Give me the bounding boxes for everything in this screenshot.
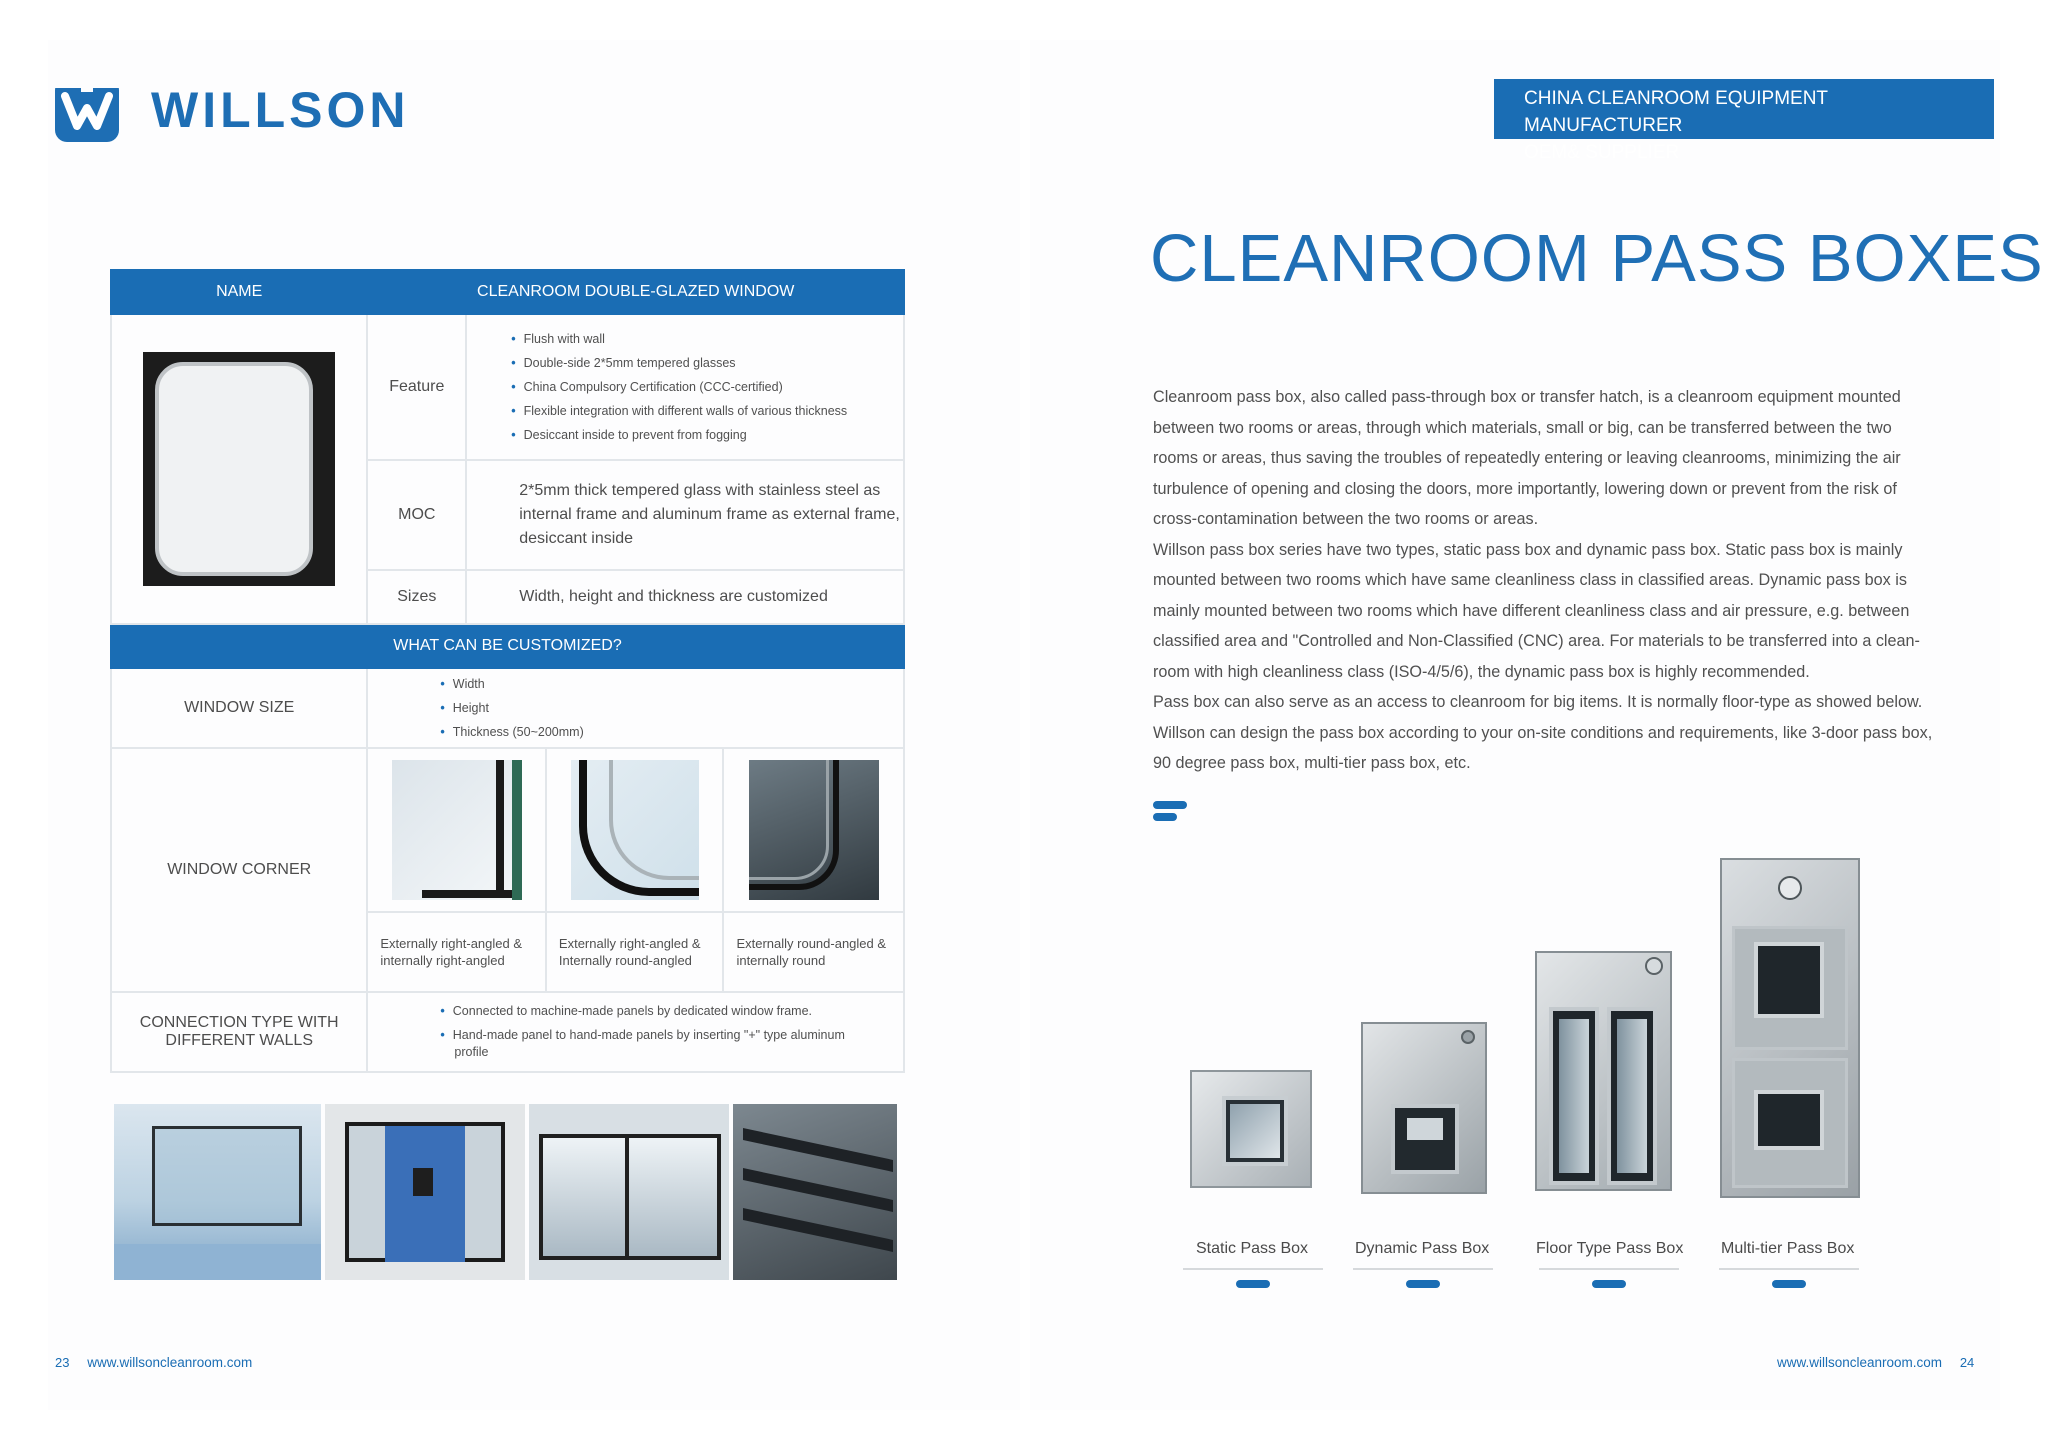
customize-header: WHAT CAN BE CUSTOMIZED? — [111, 624, 904, 668]
corner-caption-line: Externally right-angled & — [558, 936, 701, 951]
corner-right-angled-image — [392, 760, 522, 900]
cleanroom-door-window-photo — [325, 1104, 525, 1280]
paragraph-line: 90 degree pass box, multi-tier pass box, etc. — [1153, 754, 1471, 772]
corner-caption-line: Internally round-angled — [558, 953, 692, 968]
list-item: • Hand-made panel to hand-made panels by inserting "+" type aluminum — [440, 1027, 903, 1044]
product-multi-tier-pass-box-image — [1720, 858, 1860, 1198]
paragraph-line: Willson can design the pass box according to your on-site conditions and requirements, like 3-door pass box, — [1153, 723, 1933, 742]
window-size-label: WINDOW SIZE — [111, 668, 367, 748]
banner-line-2: OEM& SUPPLIER — [1524, 142, 1680, 163]
willson-logo-icon — [55, 78, 119, 142]
feature-list — [511, 327, 903, 447]
list-item: • Connected to machine-made panels by dedicated window frame. — [440, 1003, 903, 1020]
moc-line: desiccant inside — [519, 530, 634, 547]
feature-cell — [466, 314, 904, 460]
product-dynamic-pass-box-image — [1361, 1022, 1487, 1194]
header-name-cell: NAME — [111, 270, 367, 314]
list-item: • Desiccant inside to prevent from fogging — [511, 423, 903, 447]
product-photo-cell — [111, 314, 367, 624]
connection-cell — [367, 992, 904, 1072]
product-underline — [1183, 1268, 1323, 1270]
corner-caption-cell — [723, 912, 904, 992]
product-label-static: Static Pass Box — [1196, 1240, 1309, 1257]
paragraph-line: cross-contamination between the two rooms or areas. — [1153, 510, 1539, 528]
banner-line-1: CHINA CLEANROOM EQUIPMENT MANUFACTURER — [1524, 88, 1828, 136]
connection-continuation: profile — [454, 1045, 489, 1059]
moc-cell — [466, 460, 904, 570]
paragraph-line: Cleanroom pass box, also called pass-through box or transfer hatch, is a cleanroom equipment mounted — [1153, 388, 1901, 406]
production-area-window-photo — [529, 1104, 729, 1280]
paragraph-line: room with high cleanliness class (ISO-4/5/6), the dynamic pass box is highly recommended. — [1153, 662, 1810, 681]
right-footer — [1777, 1355, 1974, 1370]
list-item: • Double-side 2*5mm tempered glasses — [511, 351, 903, 375]
product-underline — [1353, 1268, 1493, 1270]
connection-label-line: DIFFERENT WALLS — [165, 1032, 313, 1049]
feature-label: Feature — [367, 314, 466, 460]
description-paragraph — [1153, 382, 1953, 779]
right-website-link[interactable]: www.willsoncleanroom.com — [1777, 1355, 1943, 1370]
product-dash — [1236, 1280, 1270, 1288]
corner-caption — [547, 935, 723, 969]
page-title: CLEANROOM PASS BOXES — [1150, 221, 2044, 296]
corner-caption-line: Externally right-angled & — [380, 936, 523, 951]
list-item: • Thickness (50~200mm) — [440, 720, 903, 744]
list-item: • Flush with wall — [511, 327, 903, 351]
decorative-dashes — [1153, 801, 1187, 821]
moc-label: MOC — [367, 460, 466, 570]
window-stack-photo — [733, 1104, 897, 1280]
product-label-dynamic: Dynamic Pass Box — [1355, 1240, 1490, 1257]
window-size-list — [440, 672, 903, 744]
brand-name: WILLSON — [151, 82, 410, 138]
left-footer — [55, 1355, 252, 1370]
product-label-floor: Floor Type Pass Box — [1536, 1240, 1684, 1257]
product-underline — [1539, 1268, 1679, 1270]
product-static-pass-box-image — [1190, 1070, 1312, 1188]
double-glazed-window-image — [143, 352, 335, 586]
product-dash — [1406, 1280, 1440, 1288]
window-corner-label: WINDOW CORNER — [111, 748, 367, 992]
paragraph-line: mainly mounted between two rooms which have different cleanliness class and air pressure, e.g. between — [1153, 601, 1910, 620]
list-item: • Height — [440, 696, 903, 720]
corner-caption-cell — [546, 912, 724, 992]
corner-image-cell — [723, 748, 904, 912]
brand-logo — [55, 78, 410, 142]
moc-line: 2*5mm thick tempered glass with stainless steel as — [519, 482, 881, 499]
product-underline — [1719, 1268, 1859, 1270]
corner-caption-line: internally round — [736, 953, 826, 968]
header-product-cell: CLEANROOM DOUBLE-GLAZED WINDOW — [367, 270, 904, 314]
corner-round-image — [749, 760, 879, 900]
connection-label — [111, 992, 367, 1072]
list-item: • Flexible integration with different walls of various thickness — [511, 399, 903, 423]
product-label-multi-tier: Multi-tier Pass Box — [1721, 1240, 1855, 1257]
paragraph-line: turbulence of opening and closing the doors, more importantly, lowering down or prevent from the risk of — [1153, 479, 1897, 498]
corner-caption — [368, 935, 545, 969]
corner-caption-cell — [367, 912, 546, 992]
paragraph-line: classified area and "Controlled and Non-Classified (CNC) area. For materials to be transferred into a clean- — [1153, 632, 1920, 650]
connection-list — [440, 1003, 903, 1044]
cleanroom-corridor-photo — [114, 1104, 321, 1280]
corner-caption-line: internally right-angled — [380, 953, 505, 968]
window-size-cell — [367, 668, 904, 748]
connection-label-line: CONNECTION TYPE WITH — [139, 1014, 339, 1031]
paragraph-line: rooms or areas, thus saving the troubles of repeatedly entering or leaving cleanrooms, minimizing the air — [1153, 449, 1901, 467]
paragraph-line: between two rooms or areas, through which materials, small or big, can be transferred between the two — [1153, 418, 1892, 437]
corner-image-cell — [367, 748, 546, 912]
left-website-link[interactable]: www.willsoncleanroom.com — [87, 1355, 253, 1370]
spec-table — [110, 269, 905, 1073]
paragraph-line: Pass box can also serve as an access to cleanroom for big items. It is normally floor-type as showed below. — [1153, 693, 1923, 711]
corner-round-inner-image — [571, 760, 699, 900]
list-item: • China Compulsory Certification (CCC-certified) — [511, 375, 903, 399]
corner-image-cell — [546, 748, 724, 912]
product-dash — [1772, 1280, 1806, 1288]
application-photos — [114, 1104, 901, 1280]
product-floor-type-pass-box-image — [1535, 951, 1672, 1191]
paragraph-line: Willson pass box series have two types, static pass box and dynamic pass box. Static pass box is mainly — [1153, 540, 1903, 559]
corner-caption-line: Externally round-angled & — [736, 936, 887, 951]
list-item: • Width — [440, 672, 903, 696]
product-dash — [1592, 1280, 1626, 1288]
sizes-label: Sizes — [367, 570, 466, 624]
corner-caption — [724, 935, 903, 969]
moc-line: internal frame and aluminum frame as external frame, — [519, 506, 900, 523]
right-page-number: 24 — [1959, 1355, 1975, 1370]
left-page-number: 23 — [55, 1355, 70, 1370]
sizes-value: Width, height and thickness are customized — [466, 570, 904, 624]
header-banner — [1494, 79, 1994, 163]
paragraph-line: mounted between two rooms which have same cleanliness class in classified areas. Dynamic pass box is — [1153, 571, 1907, 589]
